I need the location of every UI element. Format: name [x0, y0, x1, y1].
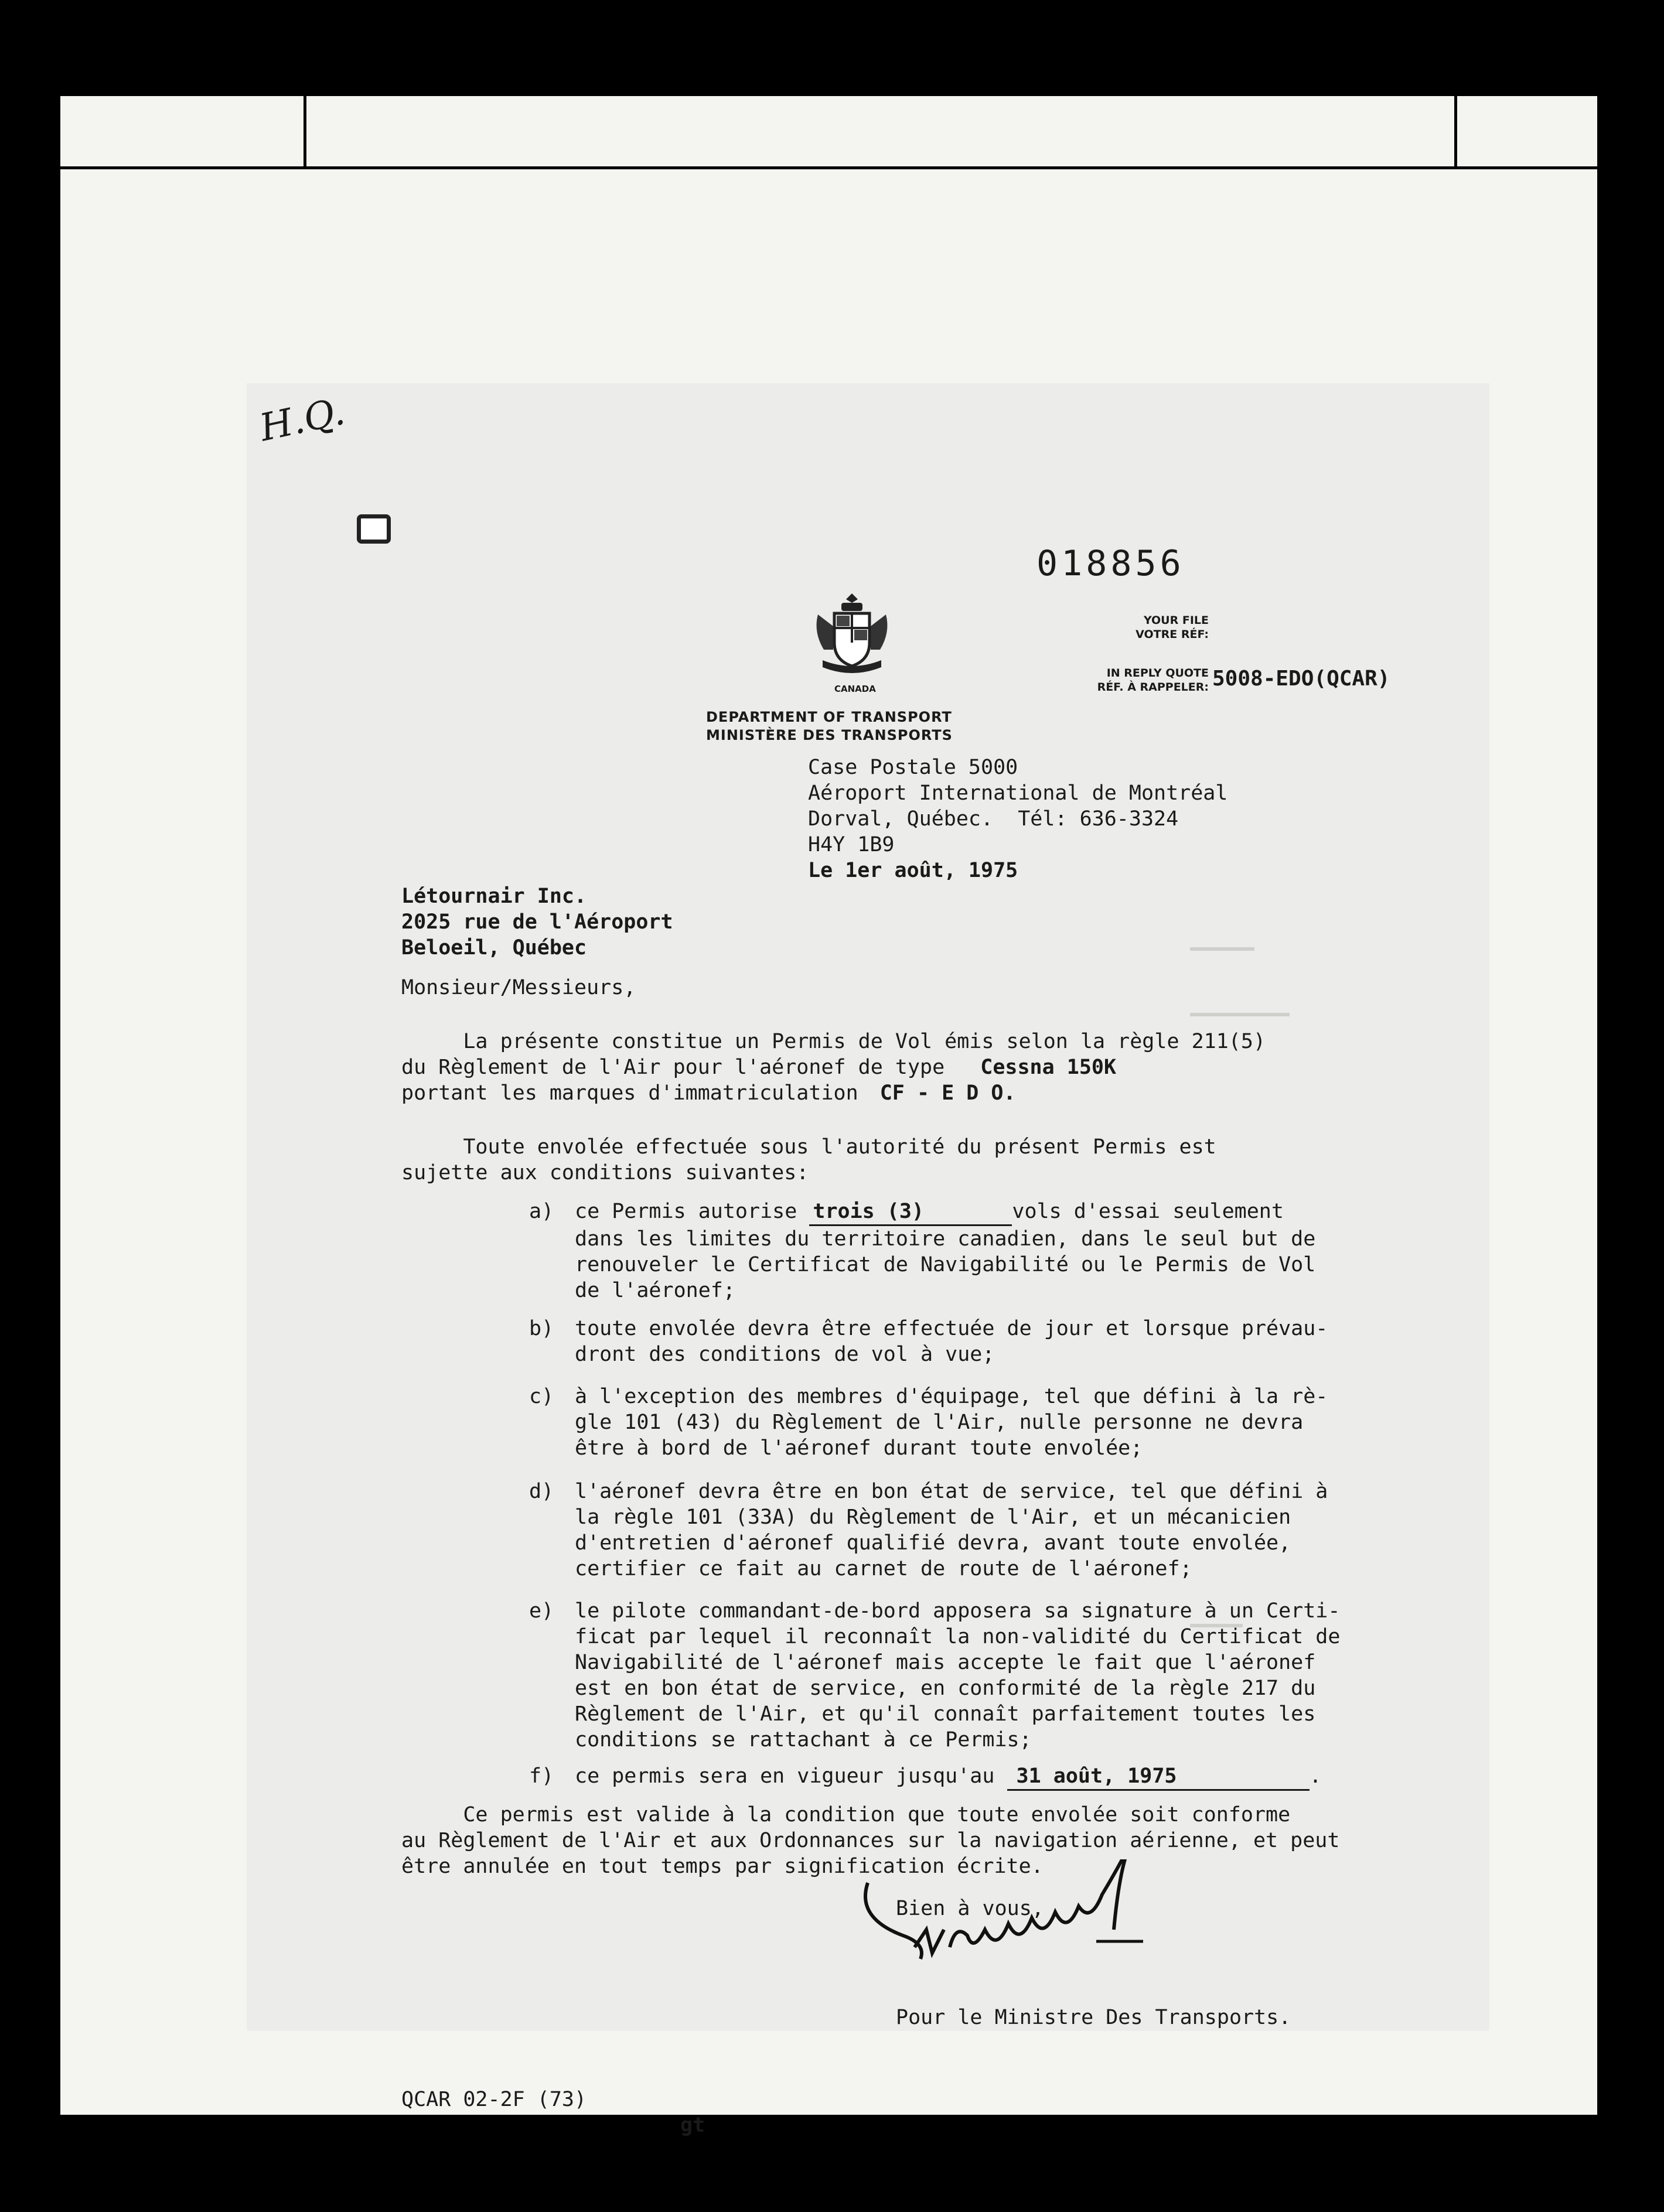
- reply-quote-label-en: IN REPLY QUOTE: [1106, 667, 1209, 680]
- expiry-date: 31 août, 1975: [1007, 1763, 1310, 1791]
- sender-address-line: Case Postale 5000: [808, 756, 1018, 779]
- top-divider-right: [1454, 96, 1457, 166]
- condition-f-prefix: ce permis sera en vigueur jusqu'au: [575, 1764, 995, 1788]
- flight-count: trois (3): [809, 1199, 1012, 1226]
- recipient-line: Beloeil, Québec: [401, 936, 587, 960]
- sender-address-line: H4Y 1B9: [808, 833, 895, 856]
- intro-line-3: [401, 1080, 1016, 1106]
- aircraft-type: Cessna 150K: [980, 1056, 1117, 1079]
- condition-text: [575, 1763, 1322, 1791]
- canada-crest-icon: [811, 591, 893, 682]
- condition-a-suffix: vols d'essai seulement: [1012, 1200, 1284, 1223]
- sender-address-line: Dorval, Québec. Tél: 636-3324: [808, 807, 1179, 831]
- your-file-label-en: YOUR FILE: [1143, 614, 1209, 627]
- conditions-intro-line: Toute envolée effectuée sous l'autorité du présent Permis est: [401, 1135, 1216, 1159]
- reply-quote-label-fr: RÉF. À RAPPELER:: [1097, 681, 1209, 694]
- typist-initials: gt: [680, 2114, 705, 2137]
- top-rule: [60, 166, 1597, 169]
- recipient-line: 2025 rue de l'Aéroport: [401, 910, 673, 934]
- condition-f-suffix: .: [1309, 1764, 1322, 1788]
- condition-label: e): [529, 1599, 554, 1623]
- letter-date: Le 1er août, 1975: [808, 859, 1018, 882]
- recipient-line: Létournair Inc.: [401, 885, 587, 908]
- condition-label: f): [529, 1764, 554, 1788]
- condition-label: a): [529, 1200, 554, 1223]
- condition-label: c): [529, 1385, 554, 1408]
- document-sheet: [60, 96, 1597, 2137]
- condition-text: le pilote commandant-de-bord apposera sa signature à un Certi- ficat par lequel il reconnaît la non-validité du Certificat de Navigabilité de l'aéronef mais accepte le fait que l'aéronef est en bon état de service, en conformité de la règle 217 du Règlement de l'Air, et qu'il connaît parfaitement toutes les conditions se rattachant à ce Permis;: [575, 1599, 1341, 1752]
- intro-line-2: [401, 1054, 1116, 1080]
- condition-label: d): [529, 1480, 554, 1503]
- condition-text: l'aéronef devra être en bon état de service, tel que défini à la règle 101 (33A) du Règlement de l'Air, et un mécanicien d'entretien d'aéronef qualifié devra, avant toute envolée, certifier ce fait au carnet de route de l'aéronef;: [575, 1480, 1328, 1581]
- condition-label: b): [529, 1317, 554, 1340]
- department-name-en: DEPARTMENT OF TRANSPORT: [706, 709, 952, 725]
- closing-paragraph: Ce permis est valide à la condition que toute envolée soit conforme au Règlement de l'Air et aux Ordonnances sur la navigation aérienne, et peut être annulée en tout temps par signification écrite.: [401, 1803, 1340, 1878]
- intro-registration-prefix: portant les marques d'immatriculation: [401, 1081, 858, 1105]
- condition-text: à l'exception des membres d'équipage, tel que défini à la rè- gle 101 (43) du Règlement de l'Air, nulle personne ne devra être à bord de l'aéronef durant toute envolée;: [575, 1385, 1328, 1460]
- intro-type-prefix: du Règlement de l'Air pour l'aéronef de type: [401, 1056, 945, 1079]
- department-name-fr: MINISTÈRE DES TRANSPORTS: [706, 727, 953, 743]
- condition-text: toute envolée devra être effectuée de jour et lorsque prévau- dront des conditions de vol à vue;: [575, 1317, 1328, 1366]
- conditions-intro-line: sujette aux conditions suivantes:: [401, 1161, 809, 1184]
- form-code: QCAR 02-2F (73): [401, 2088, 587, 2111]
- crest-label: CANADA: [834, 684, 876, 694]
- intro-line-1: La présente constitue un Permis de Vol émis selon la règle 211(5): [401, 1030, 1266, 1053]
- handwritten-signature: [862, 1859, 1190, 1977]
- letter-page: [247, 383, 1489, 2137]
- aircraft-registration: CF - E D O.: [879, 1081, 1016, 1105]
- handwritten-initials: H.Q.: [255, 390, 349, 450]
- document-number: 018856: [1036, 543, 1185, 584]
- reply-quote-value: 5008-EDO(QCAR): [1212, 667, 1390, 691]
- signature-caption: Pour le Ministre Des Transports.: [896, 2006, 1291, 2029]
- salutation: Monsieur/Messieurs,: [401, 976, 636, 999]
- bleed-through-mark: [1190, 947, 1254, 951]
- bleed-through-mark: [1190, 1013, 1290, 1016]
- condition-a-rest: dans les limites du territoire canadien, dans le seul but de renouveler le Certificat de Navigabilité ou le Permis de Vol de l'aéronef;: [575, 1227, 1316, 1302]
- clip-mark: [357, 514, 391, 544]
- valediction: Bien à vous,: [896, 1897, 1044, 1920]
- your-file-label-fr: VOTRE RÉF:: [1136, 628, 1209, 641]
- sender-address-line: Aéroport International de Montréal: [808, 781, 1228, 805]
- condition-a-prefix: ce Permis autorise: [575, 1200, 797, 1223]
- condition-text: [575, 1199, 1315, 1303]
- top-divider-left: [304, 96, 306, 166]
